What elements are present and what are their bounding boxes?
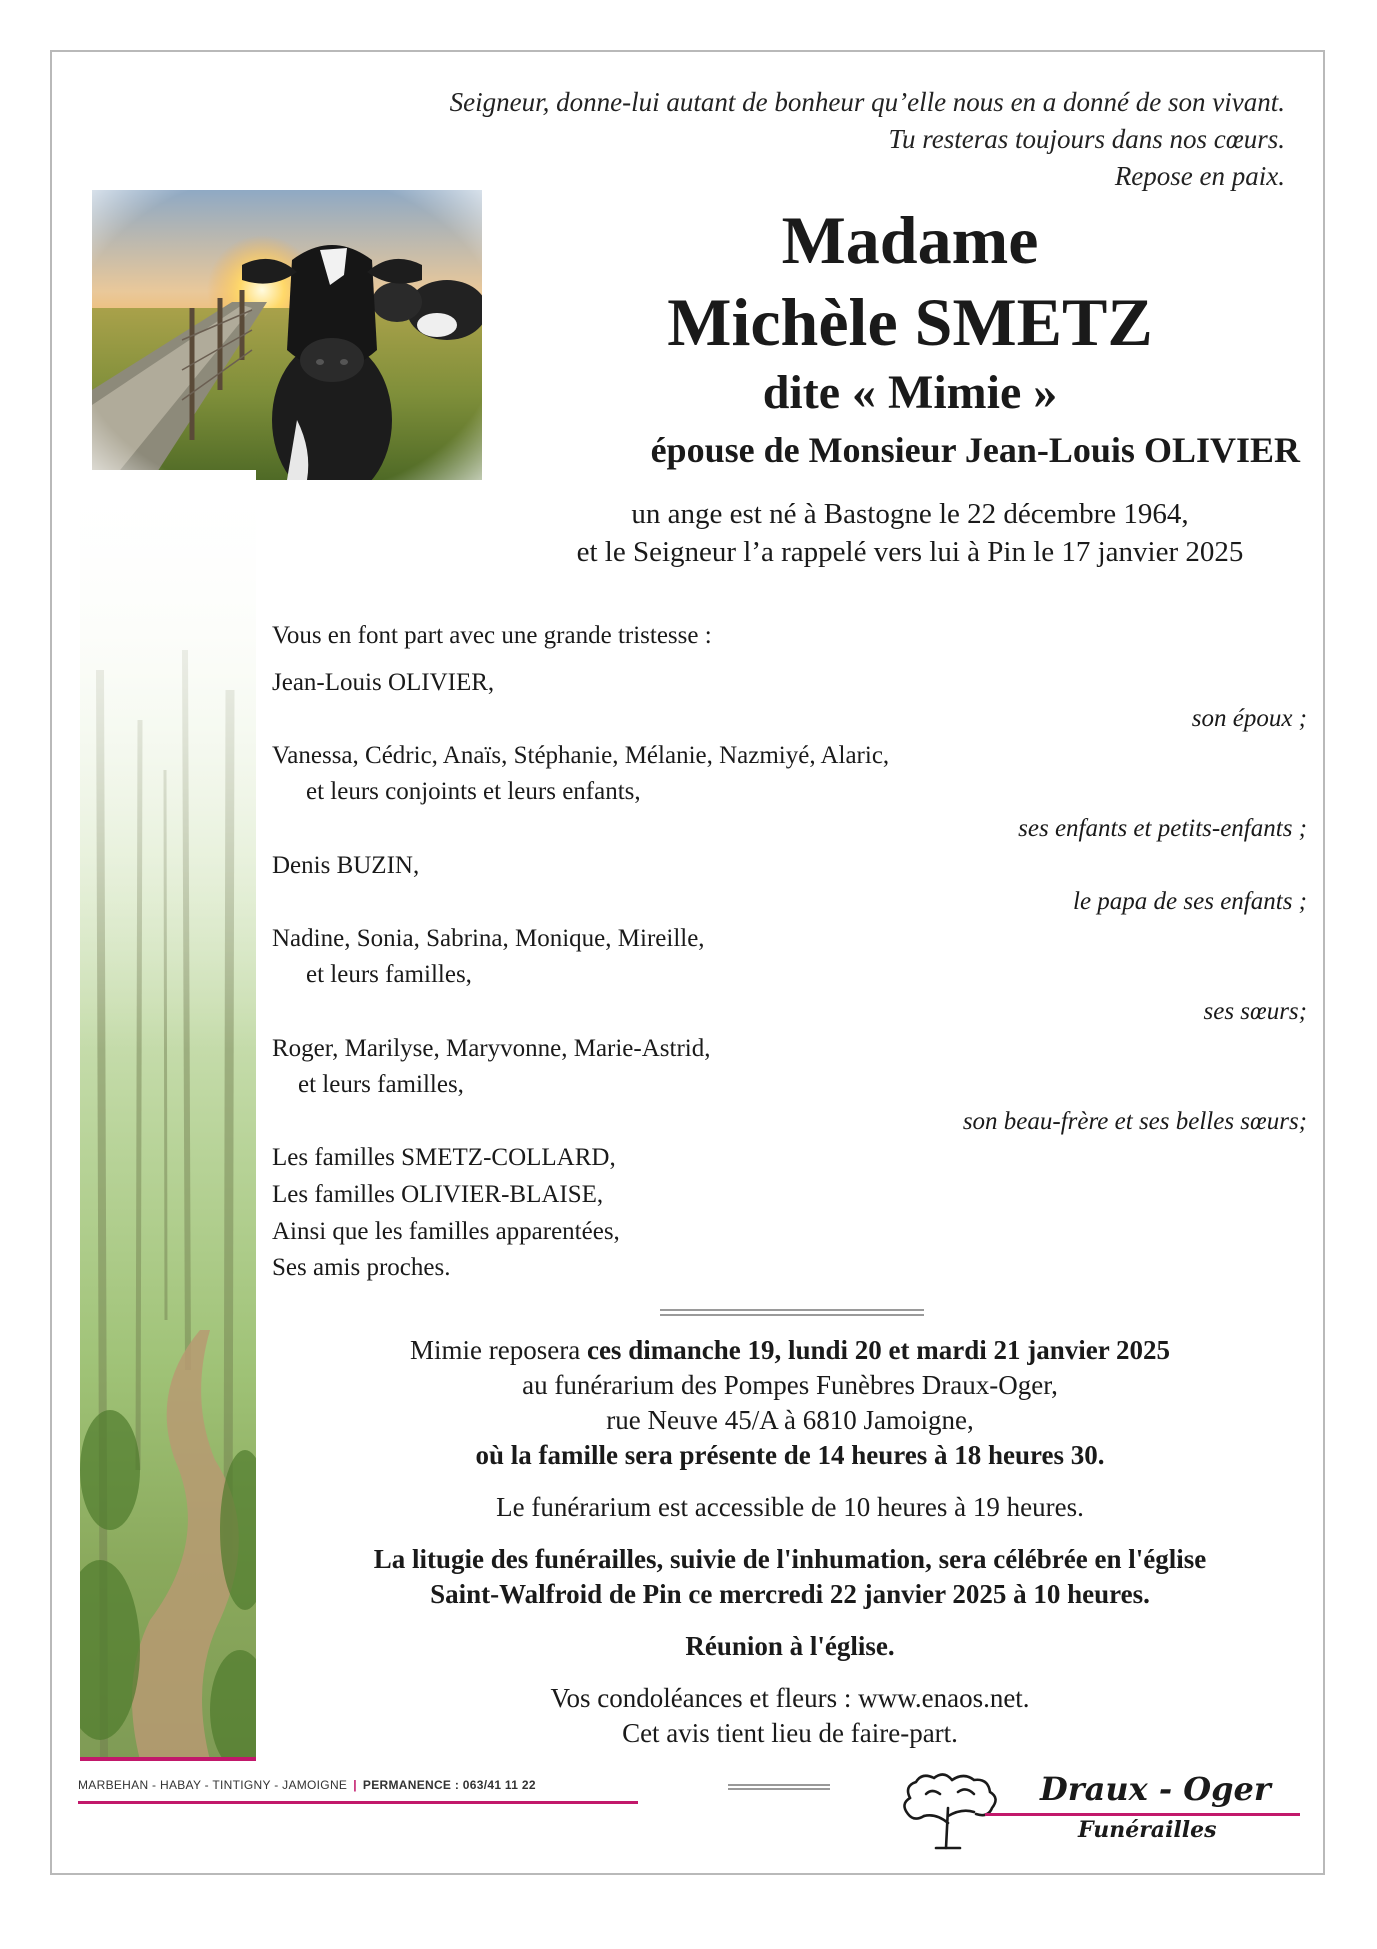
footer-divider bbox=[728, 1784, 830, 1790]
deceased-name: Michèle SMETZ bbox=[667, 284, 1153, 360]
footer-permanence: PERMANENCE : 063/41 11 22 bbox=[362, 1778, 536, 1792]
family-member: Vanessa, Cédric, Anaïs, Stéphanie, Mélanie, Nazmiyé, Alaric, bbox=[272, 741, 890, 769]
quote-line: Tu resteras toujours dans nos cœurs. bbox=[888, 124, 1285, 154]
deceased-nickname: dite « Mimie » bbox=[762, 366, 1058, 419]
meeting-line: Réunion à l'église. bbox=[685, 1631, 895, 1661]
deceased-title: Madame bbox=[781, 202, 1039, 278]
family-other: Ses amis proches. bbox=[272, 1254, 451, 1282]
footer-towns: MARBEHAN - HABAY - TINTIGNY - JAMOIGNE bbox=[78, 1778, 348, 1792]
deceased-spouse: épouse de Monsieur Jean-Louis OLIVIER bbox=[650, 430, 1300, 470]
family-member: et leurs conjoints et leurs enfants, bbox=[306, 778, 641, 806]
family-member: et leurs familles, bbox=[306, 961, 472, 989]
funeral-info bbox=[300, 1333, 1280, 1751]
family-member: Jean-Louis OLIVIER, bbox=[272, 668, 495, 696]
family-other: Les familles SMETZ-COLLARD, bbox=[272, 1144, 616, 1172]
footer-accent-line bbox=[78, 1801, 638, 1804]
family-role: le papa de ses enfants ; bbox=[1073, 888, 1307, 916]
forest-accent-bar bbox=[80, 1757, 256, 1761]
condolences-line: Vos condoléances et fleurs : www.enaos.net. bbox=[550, 1683, 1030, 1713]
death-line: et le Seigneur l’a rappelé vers lui à Pin le 17 janvier 2025 bbox=[576, 536, 1244, 568]
cow-sunset-photo bbox=[92, 190, 482, 480]
family-role: son beau-frère et ses belles sœurs; bbox=[962, 1107, 1307, 1135]
family-role: son époux ; bbox=[1191, 705, 1307, 733]
rest-prefix: Mimie reposera bbox=[410, 1335, 587, 1365]
access-line: Le funérarium est accessible de 10 heures à 19 heures. bbox=[496, 1492, 1084, 1522]
family-other: Les familles OLIVIER-BLAISE, bbox=[272, 1180, 604, 1208]
presence-line: où la famille sera présente de 14 heures à 18 heures 30. bbox=[475, 1440, 1105, 1470]
quote-line: Seigneur, donne-lui autant de bonheur qu’elle nous en a donné de son vivant. bbox=[449, 87, 1285, 117]
family-member: Nadine, Sonia, Sabrina, Monique, Mireille, bbox=[272, 924, 705, 952]
liturgy-line: Saint-Walfroid de Pin ce mercredi 22 janvier 2025 à 10 heures. bbox=[430, 1579, 1150, 1609]
liturgy-line: La litugie des funérailles, suivie de l'inhumation, sera célébrée en l'église bbox=[373, 1544, 1207, 1574]
funerarium-line: au funérarium des Pompes Funèbres Draux-Oger, bbox=[522, 1370, 1058, 1400]
opening-quote bbox=[285, 84, 1285, 195]
section-divider bbox=[660, 1309, 924, 1316]
tree-logo-icon bbox=[896, 1768, 1004, 1850]
quote-line: Repose en paix. bbox=[1114, 161, 1285, 191]
family-member: et leurs familles, bbox=[298, 1071, 464, 1099]
family-role: ses sœurs; bbox=[1203, 997, 1307, 1025]
family-announcement bbox=[272, 618, 1307, 1287]
rest-dates: ces dimanche 19, lundi 20 et mardi 21 janvier 2025 bbox=[586, 1335, 1170, 1365]
brand-name: Draux - Oger bbox=[1040, 1770, 1271, 1808]
family-member: Denis BUZIN, bbox=[272, 851, 420, 879]
footer-accent-line-right bbox=[985, 1813, 1300, 1816]
forest-path-image bbox=[80, 470, 256, 1760]
birth-line: un ange est né à Bastogne le 22 décembre 1964, bbox=[631, 498, 1189, 530]
family-member: Roger, Marilyse, Maryvonne, Marie-Astrid, bbox=[272, 1034, 711, 1062]
family-other: Ainsi que les familles apparentées, bbox=[272, 1217, 620, 1245]
rest-line bbox=[300, 1333, 1280, 1368]
family-intro: Vous en font part avec une grande tristesse : bbox=[272, 622, 712, 649]
notice-line: Cet avis tient lieu de faire-part. bbox=[622, 1718, 958, 1748]
address-line: rue Neuve 45/A à 6810 Jamoigne, bbox=[606, 1405, 974, 1435]
brand-subtitle: Funérailles bbox=[1078, 1817, 1217, 1843]
family-role: ses enfants et petits-enfants ; bbox=[1018, 814, 1307, 842]
footer-locations: MARBEHAN - HABAY - TINTIGNY - JAMOIGNE | PERMANENCE : 063/41 11 22 bbox=[78, 1778, 536, 1792]
